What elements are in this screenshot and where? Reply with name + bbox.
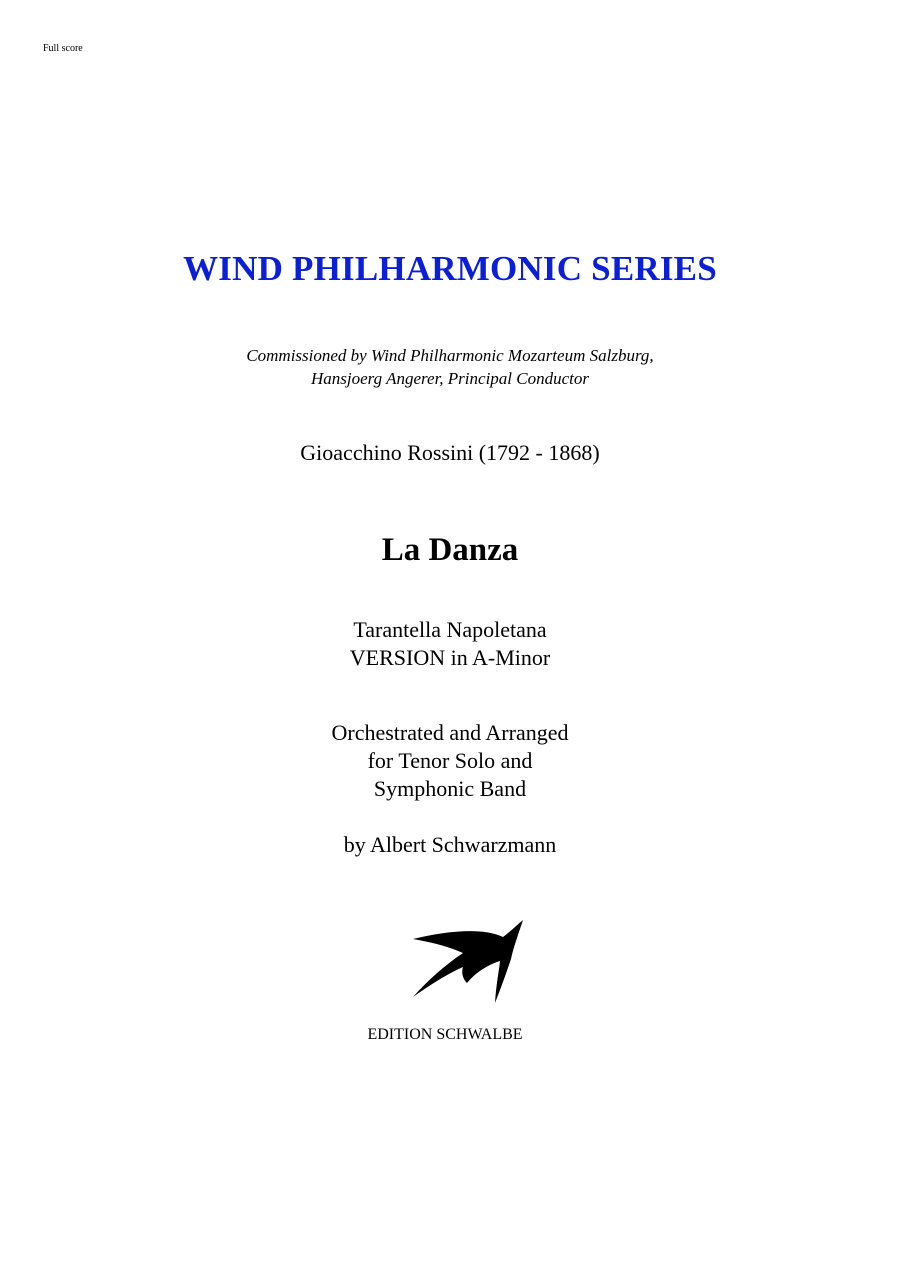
work-subtitle bbox=[0, 616, 900, 672]
commission-line-2: Hansjoerg Angerer, Principal Conductor bbox=[311, 369, 589, 388]
arranger-credit: by Albert Schwarzmann bbox=[343, 832, 557, 857]
series-title: WIND PHILHARMONIC SERIES bbox=[183, 249, 717, 288]
arrangement-line-1: Orchestrated and Arranged bbox=[331, 720, 569, 745]
arrangement-line-3: Symphonic Band bbox=[373, 776, 527, 801]
publisher-name: EDITION SCHWALBE bbox=[367, 1026, 523, 1043]
composer-name: Gioacchino Rossini (1792 - 1868) bbox=[300, 440, 600, 465]
subtitle-line-1: Tarantella Napoletana bbox=[353, 617, 547, 642]
swallow-icon bbox=[405, 915, 530, 1005]
work-title: La Danza bbox=[381, 532, 519, 568]
commission-note bbox=[0, 344, 900, 390]
subtitle-line-2: VERSION in A-Minor bbox=[349, 645, 551, 670]
swallow-shape bbox=[413, 920, 523, 1003]
arrangement-note bbox=[0, 719, 900, 803]
publisher-logo bbox=[405, 915, 530, 1005]
commission-line-1: Commissioned by Wind Philharmonic Mozarteum Salzburg, bbox=[246, 346, 654, 365]
score-type-label: Full score bbox=[43, 43, 83, 54]
arrangement-line-2: for Tenor Solo and bbox=[367, 748, 533, 773]
